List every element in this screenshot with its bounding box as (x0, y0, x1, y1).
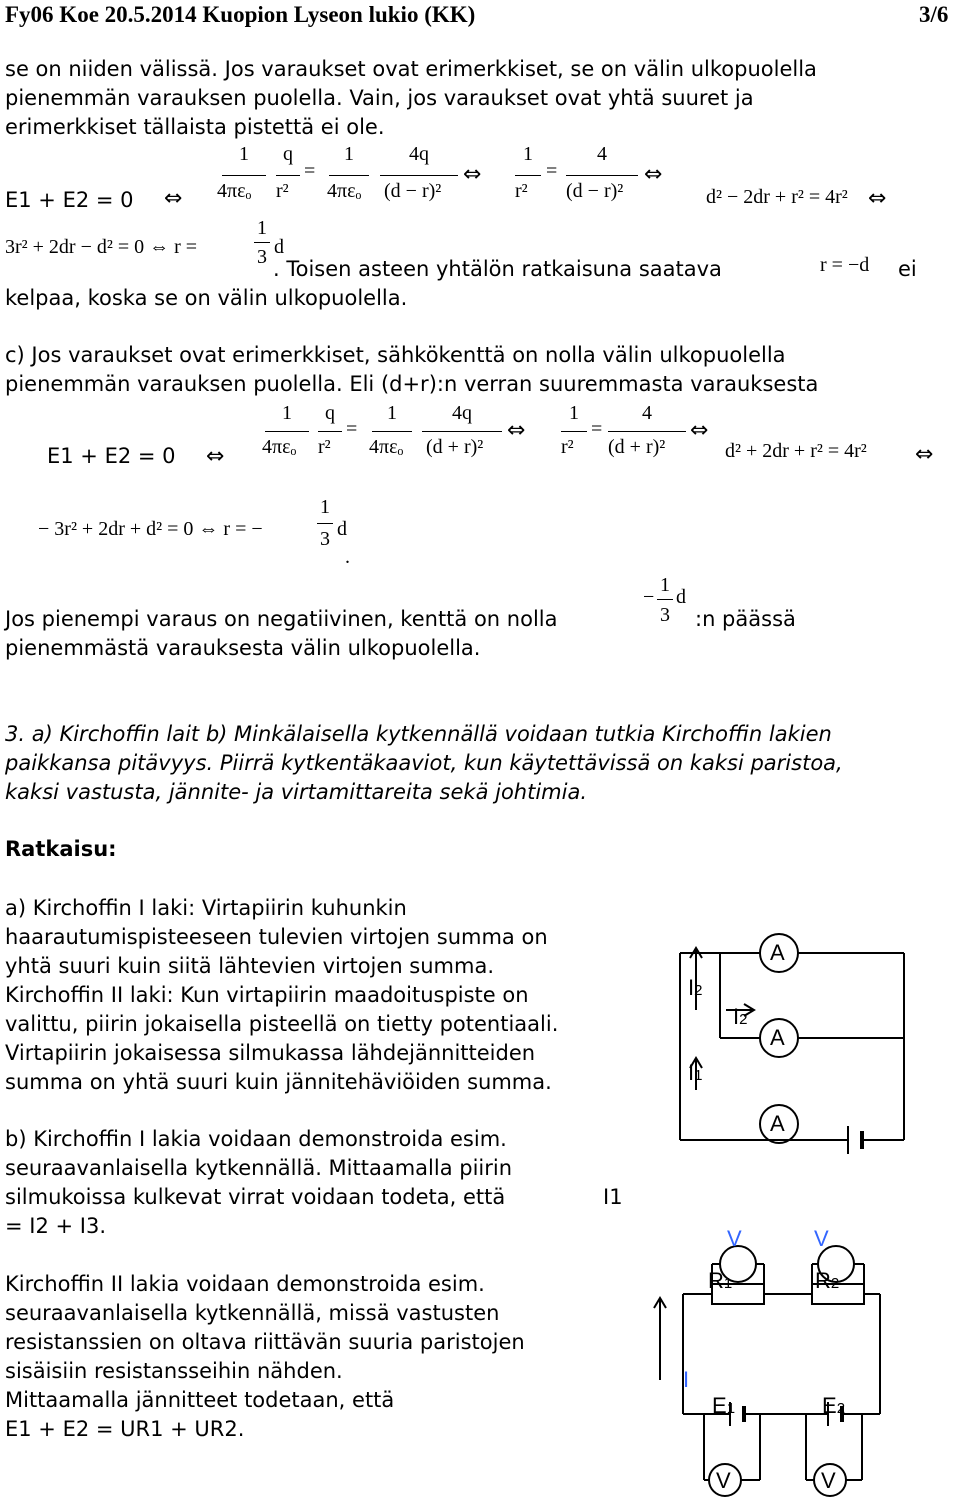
solution-b2-line-6: E1 + E2 = UR1 + UR2. (5, 1417, 245, 1441)
eq-b-f5-num: 1 (523, 143, 533, 165)
equivalence-arrow: ⇔ (915, 442, 934, 467)
voltmeter-label: V (716, 1468, 731, 1493)
solution-a-line-7: summa on yhtä suuri kuin jännitehäviöiden summa. (5, 1070, 552, 1094)
eq-b-f3-den: 4πεₒ (327, 180, 362, 202)
solution-b1-line-2: seuraavanlaisella kytkennällä. Mittaamalla piirin (5, 1156, 513, 1180)
task3-line-2: paikkansa pitävyys. Piirrä kytkentäkaaviot, kun käytettävissä on kaksi paristoa, (5, 751, 843, 775)
part-c-line-2: pienemmän varauksen puolella. Eli (d+r):n verran suuremmasta varauksesta (5, 372, 819, 396)
eq-b-line2: 3r² + 2dr − d² = 0 ⇔ r = (5, 236, 198, 258)
resistor-label-r2-sub: 2 (830, 1275, 840, 1292)
eq-b-quadratic: d² − 2dr + r² = 4r² (706, 186, 848, 208)
part-c-text-frac-num: 1 (660, 574, 670, 596)
eq-b-line2-ei: ei (898, 257, 917, 281)
ammeter-label: A (770, 940, 785, 965)
part-c-f3-num: 1 (387, 402, 397, 424)
task3-line-3: kaksi vastusta, jännite- ja virtamittareita sekä johtimia. (5, 780, 588, 804)
emf-label-e2 (822, 1393, 845, 1419)
part-c-quadratic: d² + 2dr + r² = 4r² (725, 440, 867, 462)
part-c-f4-den: (d + r)² (426, 436, 484, 458)
equivalence-arrow: ⇔ (690, 418, 709, 443)
equals-sign: = (346, 418, 358, 440)
equals-sign: = (591, 418, 603, 440)
current-label-i2b-main: I (733, 1004, 740, 1029)
emf-label-e1-sub: 1 (726, 1400, 736, 1417)
voltmeter-label-blue: V (814, 1226, 829, 1251)
emf-label-e2-sub: 2 (836, 1400, 846, 1417)
eq-b-f2-num: q (283, 143, 293, 165)
part-c-text-1-end: :n päässä (695, 607, 796, 631)
eq-b-line2-frac-den: 3 (257, 246, 267, 268)
part-c-text-frac-den: 3 (660, 604, 670, 626)
ammeter-label: A (770, 1111, 785, 1136)
part-c-text-frac-d: d (676, 586, 686, 608)
solution-a-line-6: Virtapiirin jokaisessa silmukassa lähdejännitteiden (5, 1041, 536, 1065)
solution-heading: Ratkaisu: (5, 837, 117, 861)
solution-b2-line-1: Kirchoffin II lakia voidaan demonstroida esim. (5, 1272, 485, 1296)
part-c-line2-frac-num: 1 (320, 496, 330, 518)
eq-b-f6-num: 4 (597, 143, 607, 165)
resistor-label-r1-sub: 1 (723, 1275, 733, 1292)
emf-label-e1-main: E (712, 1393, 727, 1418)
eq-b-line2-d: d (274, 236, 284, 258)
solution-a-line-3: yhtä suuri kuin siitä lähtevien virtojen summa. (5, 954, 495, 978)
resistor-label-r1 (708, 1268, 732, 1294)
eq-b-line2-rd: r = −d (820, 254, 870, 276)
part-c-f2-den: r² (318, 436, 331, 458)
part-c-line2-d: d (337, 518, 347, 540)
eq-b-f5-den: r² (515, 180, 528, 202)
part-c-f5-num: 1 (569, 402, 579, 424)
resistor-label-r2 (815, 1268, 839, 1294)
intro-line-1: se on niiden välissä. Jos varaukset ovat erimerkkiset, se on välin ulkopuolella (5, 57, 817, 81)
solution-b1-line-4: = I2 + I3. (5, 1214, 107, 1238)
emf-label-e2-main: E (822, 1393, 837, 1418)
part-c-text-1: Jos pienempi varaus on negatiivinen, kenttä on nolla (5, 607, 558, 631)
current-arrow-icon (654, 1298, 666, 1380)
part-c-f6-num: 4 (642, 402, 652, 424)
current-label-i2-sub: 2 (694, 982, 703, 999)
part-c-f1-den: 4πεₒ (262, 436, 297, 458)
part-c-f3-den: 4πεₒ (369, 436, 404, 458)
equivalence-arrow: ⇔ (206, 444, 225, 469)
solution-a-line-1: a) Kirchoffin I laki: Virtapiirin kuhunkin (5, 896, 407, 920)
current-label-i: I (683, 1367, 690, 1392)
part-c-line2-frac-den: 3 (320, 528, 330, 550)
current-label-i1-main: I (688, 1060, 695, 1085)
solution-a-line-5: valittu, piirin jokaisella pisteellä on tietty potentiaali. (5, 1012, 559, 1036)
solution-b2-line-3: resistanssien on oltava riittävän suuria paristojen (5, 1330, 525, 1354)
equivalence-arrow: ⇔ (868, 186, 887, 211)
eq-b-f6-den: (d − r)² (566, 180, 624, 202)
solution-a-line-4: Kirchoffin II laki: Kun virtapiirin maadoituspiste on (5, 983, 529, 1007)
eq-b-line2-frac-num: 1 (257, 217, 267, 239)
solution-a-line-2: haarautumispisteeseen tulevien virtojen summa on (5, 925, 548, 949)
eq-b-f2-den: r² (276, 180, 289, 202)
equals-sign: = (304, 160, 316, 182)
minus-sign: − (643, 586, 655, 608)
emf-label-e1 (712, 1393, 735, 1419)
intro-line-2: pienemmän varauksen puolella. Vain, jos varaukset ovat yhtä suuret ja (5, 86, 754, 110)
eq-b-f1-num: 1 (239, 143, 249, 165)
page-number: 3/6 (919, 2, 949, 27)
solution-b1-line-1: b) Kirchoffin I lakia voidaan demonstroida esim. (5, 1127, 507, 1151)
current-label-i1-sub: 1 (694, 1067, 703, 1084)
equivalence-arrow: ⇔ (164, 186, 183, 211)
eq-b-f4-den: (d − r)² (384, 180, 442, 202)
part-c-f1-num: 1 (282, 402, 292, 424)
solution-b2-line-4: sisäisiin resistansseihin nähden. (5, 1359, 343, 1383)
part-c-text-2: pienemmästä varauksesta välin ulkopuolella. (5, 636, 481, 660)
current-label-i2b-sub: 2 (739, 1011, 748, 1028)
part-c-f6-den: (d + r)² (608, 436, 666, 458)
solution-b1-i1: I1 (603, 1185, 623, 1209)
eq-b-f1-den: 4πεₒ (217, 180, 252, 202)
eq-b-f4-num: 4q (409, 143, 429, 165)
eq-b-line2-text: . Toisen asteen yhtälön ratkaisuna saatava (273, 257, 722, 281)
part-c-line2-period: . (345, 546, 350, 568)
resistor-label-r1-main: R (708, 1268, 724, 1293)
solution-b2-line-2: seuraavanlaisella kytkennällä, missä vastusten (5, 1301, 500, 1325)
intro-line-3: erimerkkiset tällaista pistettä ei ole. (5, 115, 385, 139)
part-c-line-1: c) Jos varaukset ovat erimerkkiset, sähkökenttä on nolla välin ulkopuolella (5, 343, 786, 367)
eq-b-line3: kelpaa, koska se on välin ulkopuolella. (5, 286, 408, 310)
part-c-line2: − 3r² + 2dr + d² = 0 ⇔ r = − (38, 518, 263, 540)
current-label-i2-main: I (688, 975, 695, 1000)
page-header-title: Fy06 Koe 20.5.2014 Kuopion Lyseon lukio (KK) (5, 2, 476, 27)
voltmeter-label: V (821, 1468, 836, 1493)
solution-b1-line-3: silmukoissa kulkevat virrat voidaan todeta, että (5, 1185, 506, 1209)
task3-line-1: 3. a) Kirchoffin lait b) Minkälaisella kytkennällä voidaan tutkia Kirchoffin lakien (5, 722, 832, 746)
equivalence-arrow: ⇔ (507, 418, 526, 443)
part-c-f2-num: q (325, 402, 335, 424)
part-c-f5-den: r² (561, 436, 574, 458)
solution-b2-line-5: Mittaamalla jännitteet todetaan, että (5, 1388, 395, 1412)
voltmeter-label-blue: V (727, 1226, 742, 1251)
equivalence-arrow: ⇔ (463, 162, 482, 187)
part-c-f4-num: 4q (452, 402, 472, 424)
equivalence-arrow: ⇔ (644, 162, 663, 187)
eq-b-f3-num: 1 (344, 143, 354, 165)
part-c-lhs: E1 + E2 = 0 (47, 444, 176, 468)
eq-b-lhs: E1 + E2 = 0 (5, 188, 134, 212)
equals-sign: = (546, 160, 558, 182)
resistor-label-r2-main: R (815, 1268, 831, 1293)
ammeter-label: A (770, 1025, 785, 1050)
